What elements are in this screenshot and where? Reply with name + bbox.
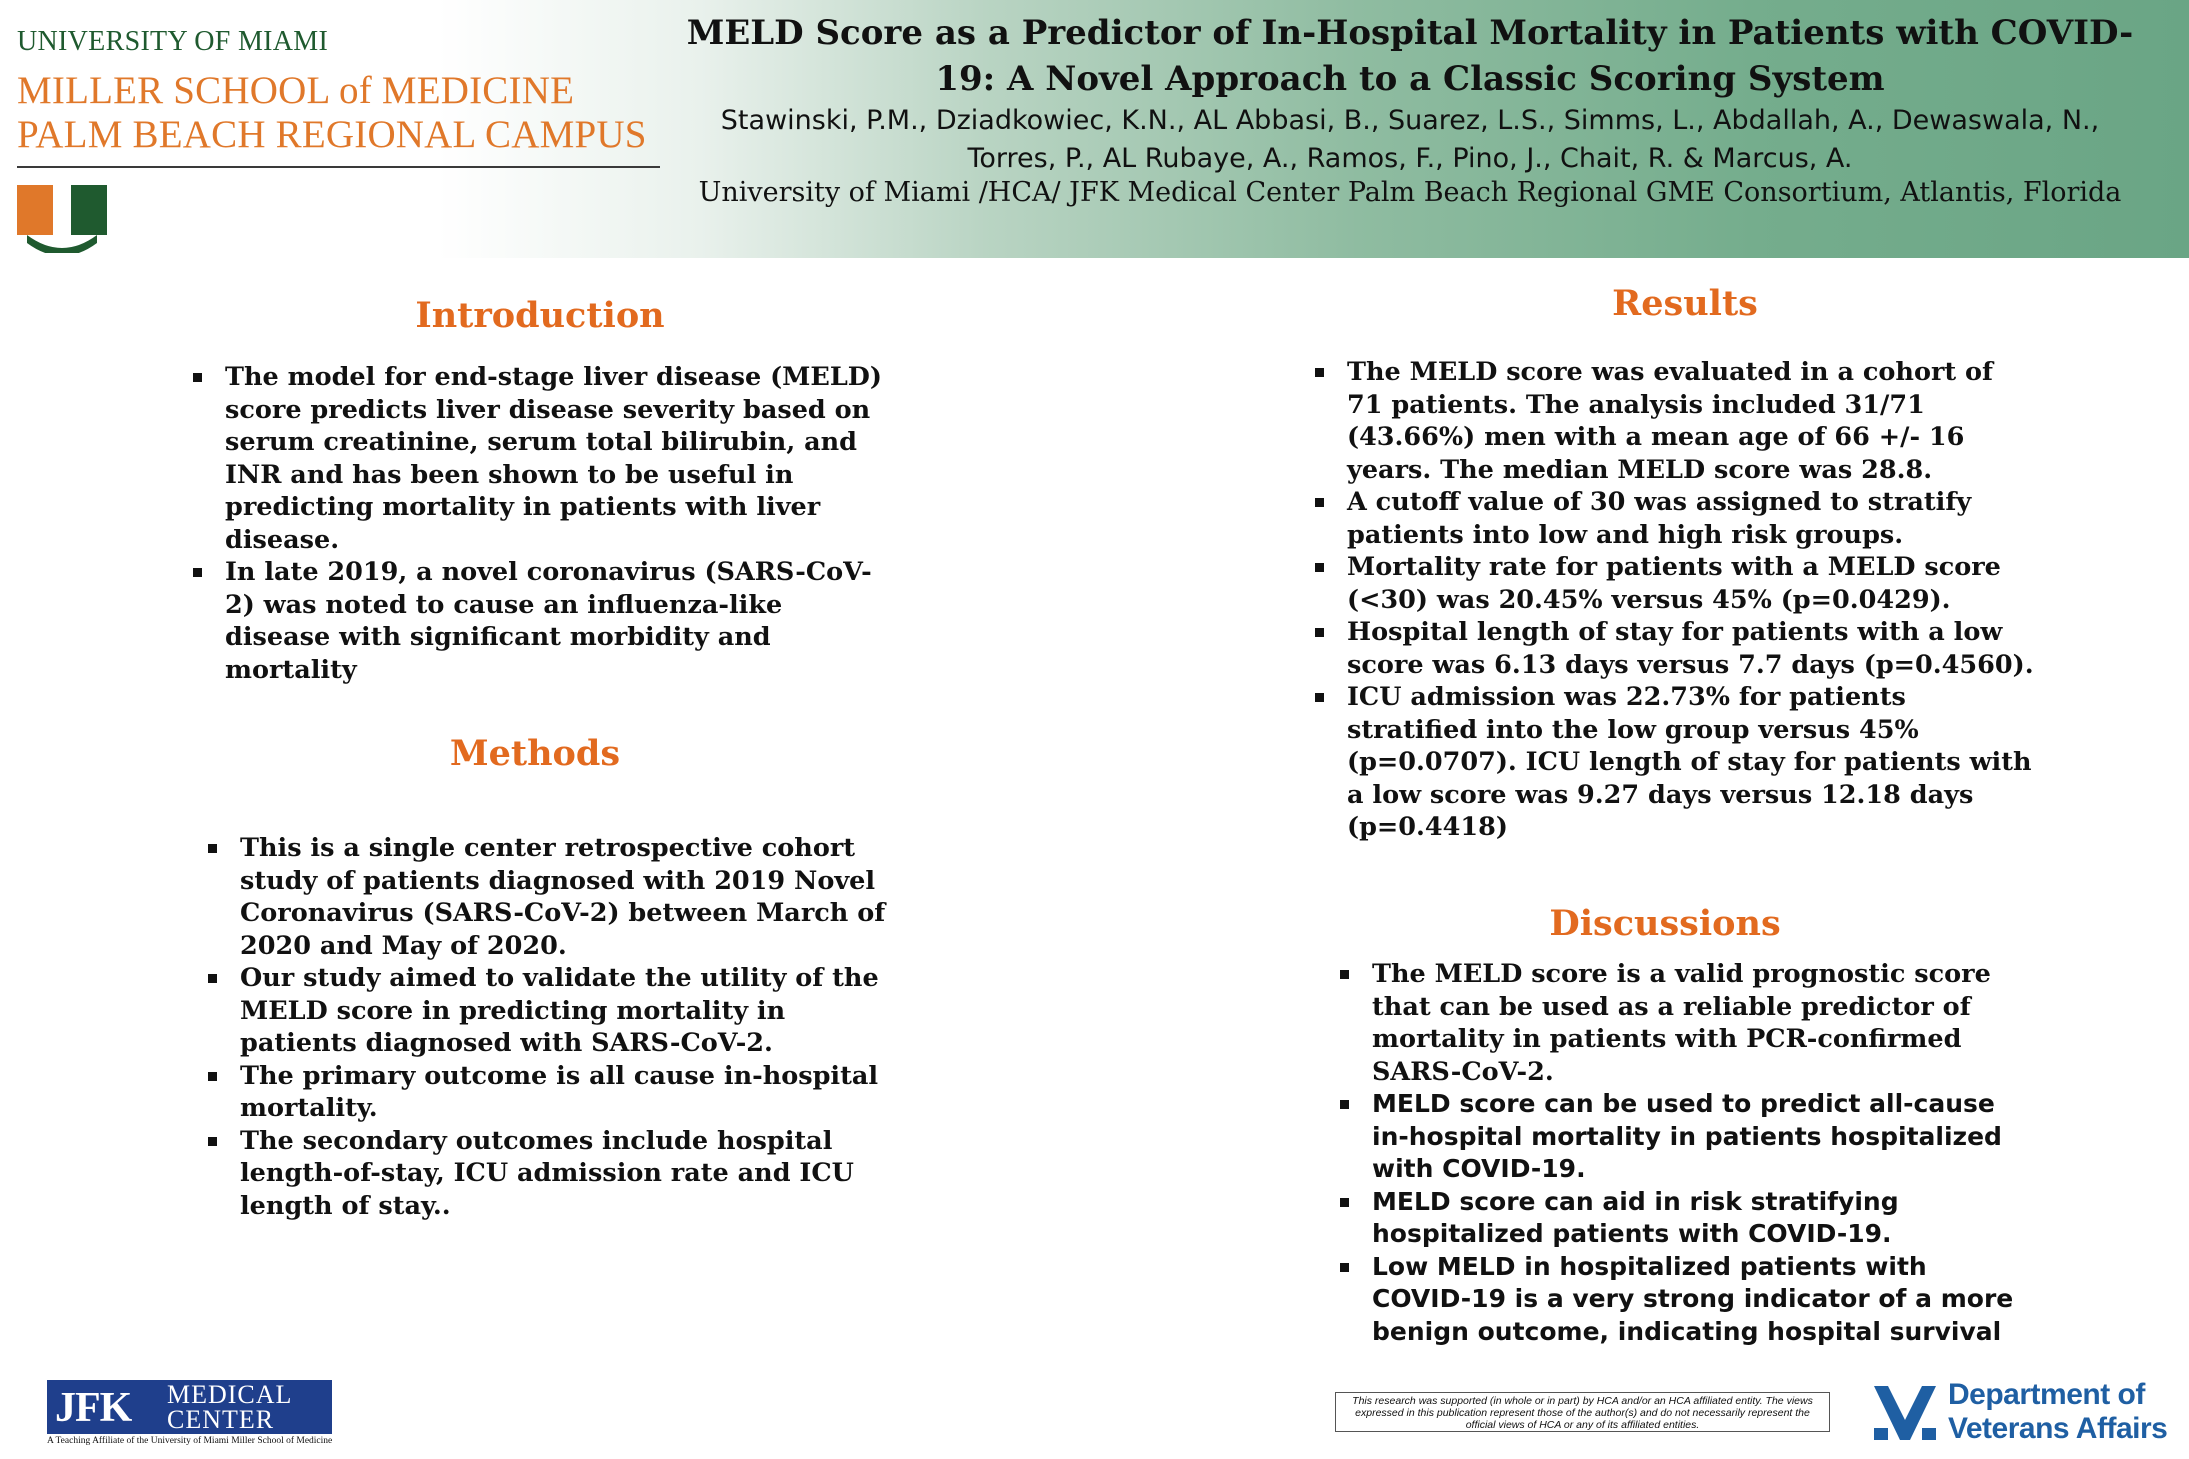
school-name-line2: PALM BEACH REGIONAL CAMPUS <box>17 113 647 156</box>
jfk-medical-center-logo <box>47 1380 332 1448</box>
list-item: The MELD score was evaluated in a cohort of 71 patients. The analysis included 31/71 (43.66%) men with a mean age of 66 +/- 16 years. The median MELD score was 28.8. <box>1315 356 2035 486</box>
list-item: A cutoff value of 30 was assigned to stratify patients into low and high risk groups. <box>1315 486 2035 551</box>
list-item: MELD score can aid in risk stratifying hospitalized patients with COVID-19. <box>1340 1186 2030 1251</box>
jfk-letters: JFK <box>55 1385 132 1431</box>
list-item: ICU admission was 22.73% for patients stratified into the low group versus 45% (p=0.0707). ICU length of stay for patients with a low score was 9.27 days versus 12.18 days (p=0.4418) <box>1315 681 2035 844</box>
va-logo-icon <box>1870 1380 1940 1446</box>
poster-title: MELD Score as a Predictor of In-Hospital Mortality in Patients with COVID-19: A Novel Approach to a Classic Scoring System <box>686 13 2134 99</box>
list-item: Our study aimed to validate the utility of the MELD score in predicting mortality in patients diagnosed with SARS-CoV-2. <box>208 962 903 1060</box>
list-item: In late 2019, a novel coronavirus (SARS-CoV-2) was noted to cause an influenza-like disease with significant morbidity and mortality <box>193 556 893 686</box>
university-name: UNIVERSITY OF MIAMI <box>17 26 329 57</box>
affiliation: University of Miami /HCA/ JFK Medical Center Palm Beach Regional GME Consortium, Atlantis, Florida <box>698 177 2122 208</box>
discussions-heading: Discussions <box>1549 903 1781 944</box>
va-text-line2: Veterans Affairs <box>1948 1412 2168 1445</box>
list-item: MELD score can be used to predict all-cause in-hospital mortality in patients hospitalized with COVID-19. <box>1340 1088 2030 1186</box>
va-text-line1: Department of <box>1948 1378 2145 1411</box>
list-item: The model for end-stage liver disease (MELD) score predicts liver disease severity based on serum creatinine, serum total bilirubin, and INR and has been shown to be useful in predicting mortality in patients with liver disease. <box>193 361 893 556</box>
jfk-medical-text: MEDICAL <box>167 1380 293 1409</box>
poster-header <box>0 0 2189 258</box>
discussions-list <box>1340 958 2030 1348</box>
list-item: Hospital length of stay for patients with a low score was 6.13 days versus 7.7 days (p=0.4560). <box>1315 616 2035 681</box>
hca-disclaimer: This research was supported (in whole or in part) by HCA and/or an HCA affiliated entity. The views expressed in this publication represent those of the author(s) and do not necessarily represent the official views of HCA or any of its affiliated entities. <box>1335 1392 1830 1432</box>
authors-line1: Stawinski, P.M., Dziadkowiec, K.N., AL Abbasi, B., Suarez, L.S., Simms, L., Abdallah, A., Dewaswala, N., <box>720 105 2100 136</box>
school-name-line1: MILLER SCHOOL of MEDICINE <box>17 69 575 112</box>
results-heading: Results <box>1612 283 1758 324</box>
authors-block <box>660 102 2160 178</box>
authors-line2: Torres, P., AL Rubaye, A., Ramos, F., Pino, J., Chait, R. & Marcus, A. <box>967 143 1853 174</box>
jfk-logo-box <box>47 1380 332 1434</box>
list-item: The primary outcome is all cause in-hospital mortality. <box>208 1060 903 1125</box>
introduction-heading: Introduction <box>415 295 665 336</box>
results-list <box>1315 356 2035 844</box>
list-item: The secondary outcomes include hospital length-of-stay, ICU admission rate and ICU length of stay.. <box>208 1125 903 1223</box>
um-u-logo-icon <box>17 183 107 253</box>
introduction-list <box>193 361 893 686</box>
list-item: This is a single center retrospective cohort study of patients diagnosed with 2019 Novel Coronavirus (SARS-CoV-2) between March of 2020 and May of 2020. <box>208 832 903 962</box>
jfk-tagline: A Teaching Affiliate of the University of Miami Miller School of Medicine <box>47 1436 333 1446</box>
list-item: Low MELD in hospitalized patients with COVID-19 is a very strong indicator of a more benign outcome, indicating hospital survival <box>1340 1251 2030 1349</box>
header-divider <box>17 166 660 168</box>
methods-list <box>208 832 903 1222</box>
jfk-center-text: CENTER <box>167 1405 275 1434</box>
methods-heading: Methods <box>449 733 621 774</box>
list-item: The MELD score is a valid prognostic score that can be used as a reliable predictor of mortality in patients with PCR-confirmed SARS-CoV-2. <box>1340 958 2030 1088</box>
list-item: Mortality rate for patients with a MELD score (<30) was 20.45% versus 45% (p=0.0429). <box>1315 551 2035 616</box>
